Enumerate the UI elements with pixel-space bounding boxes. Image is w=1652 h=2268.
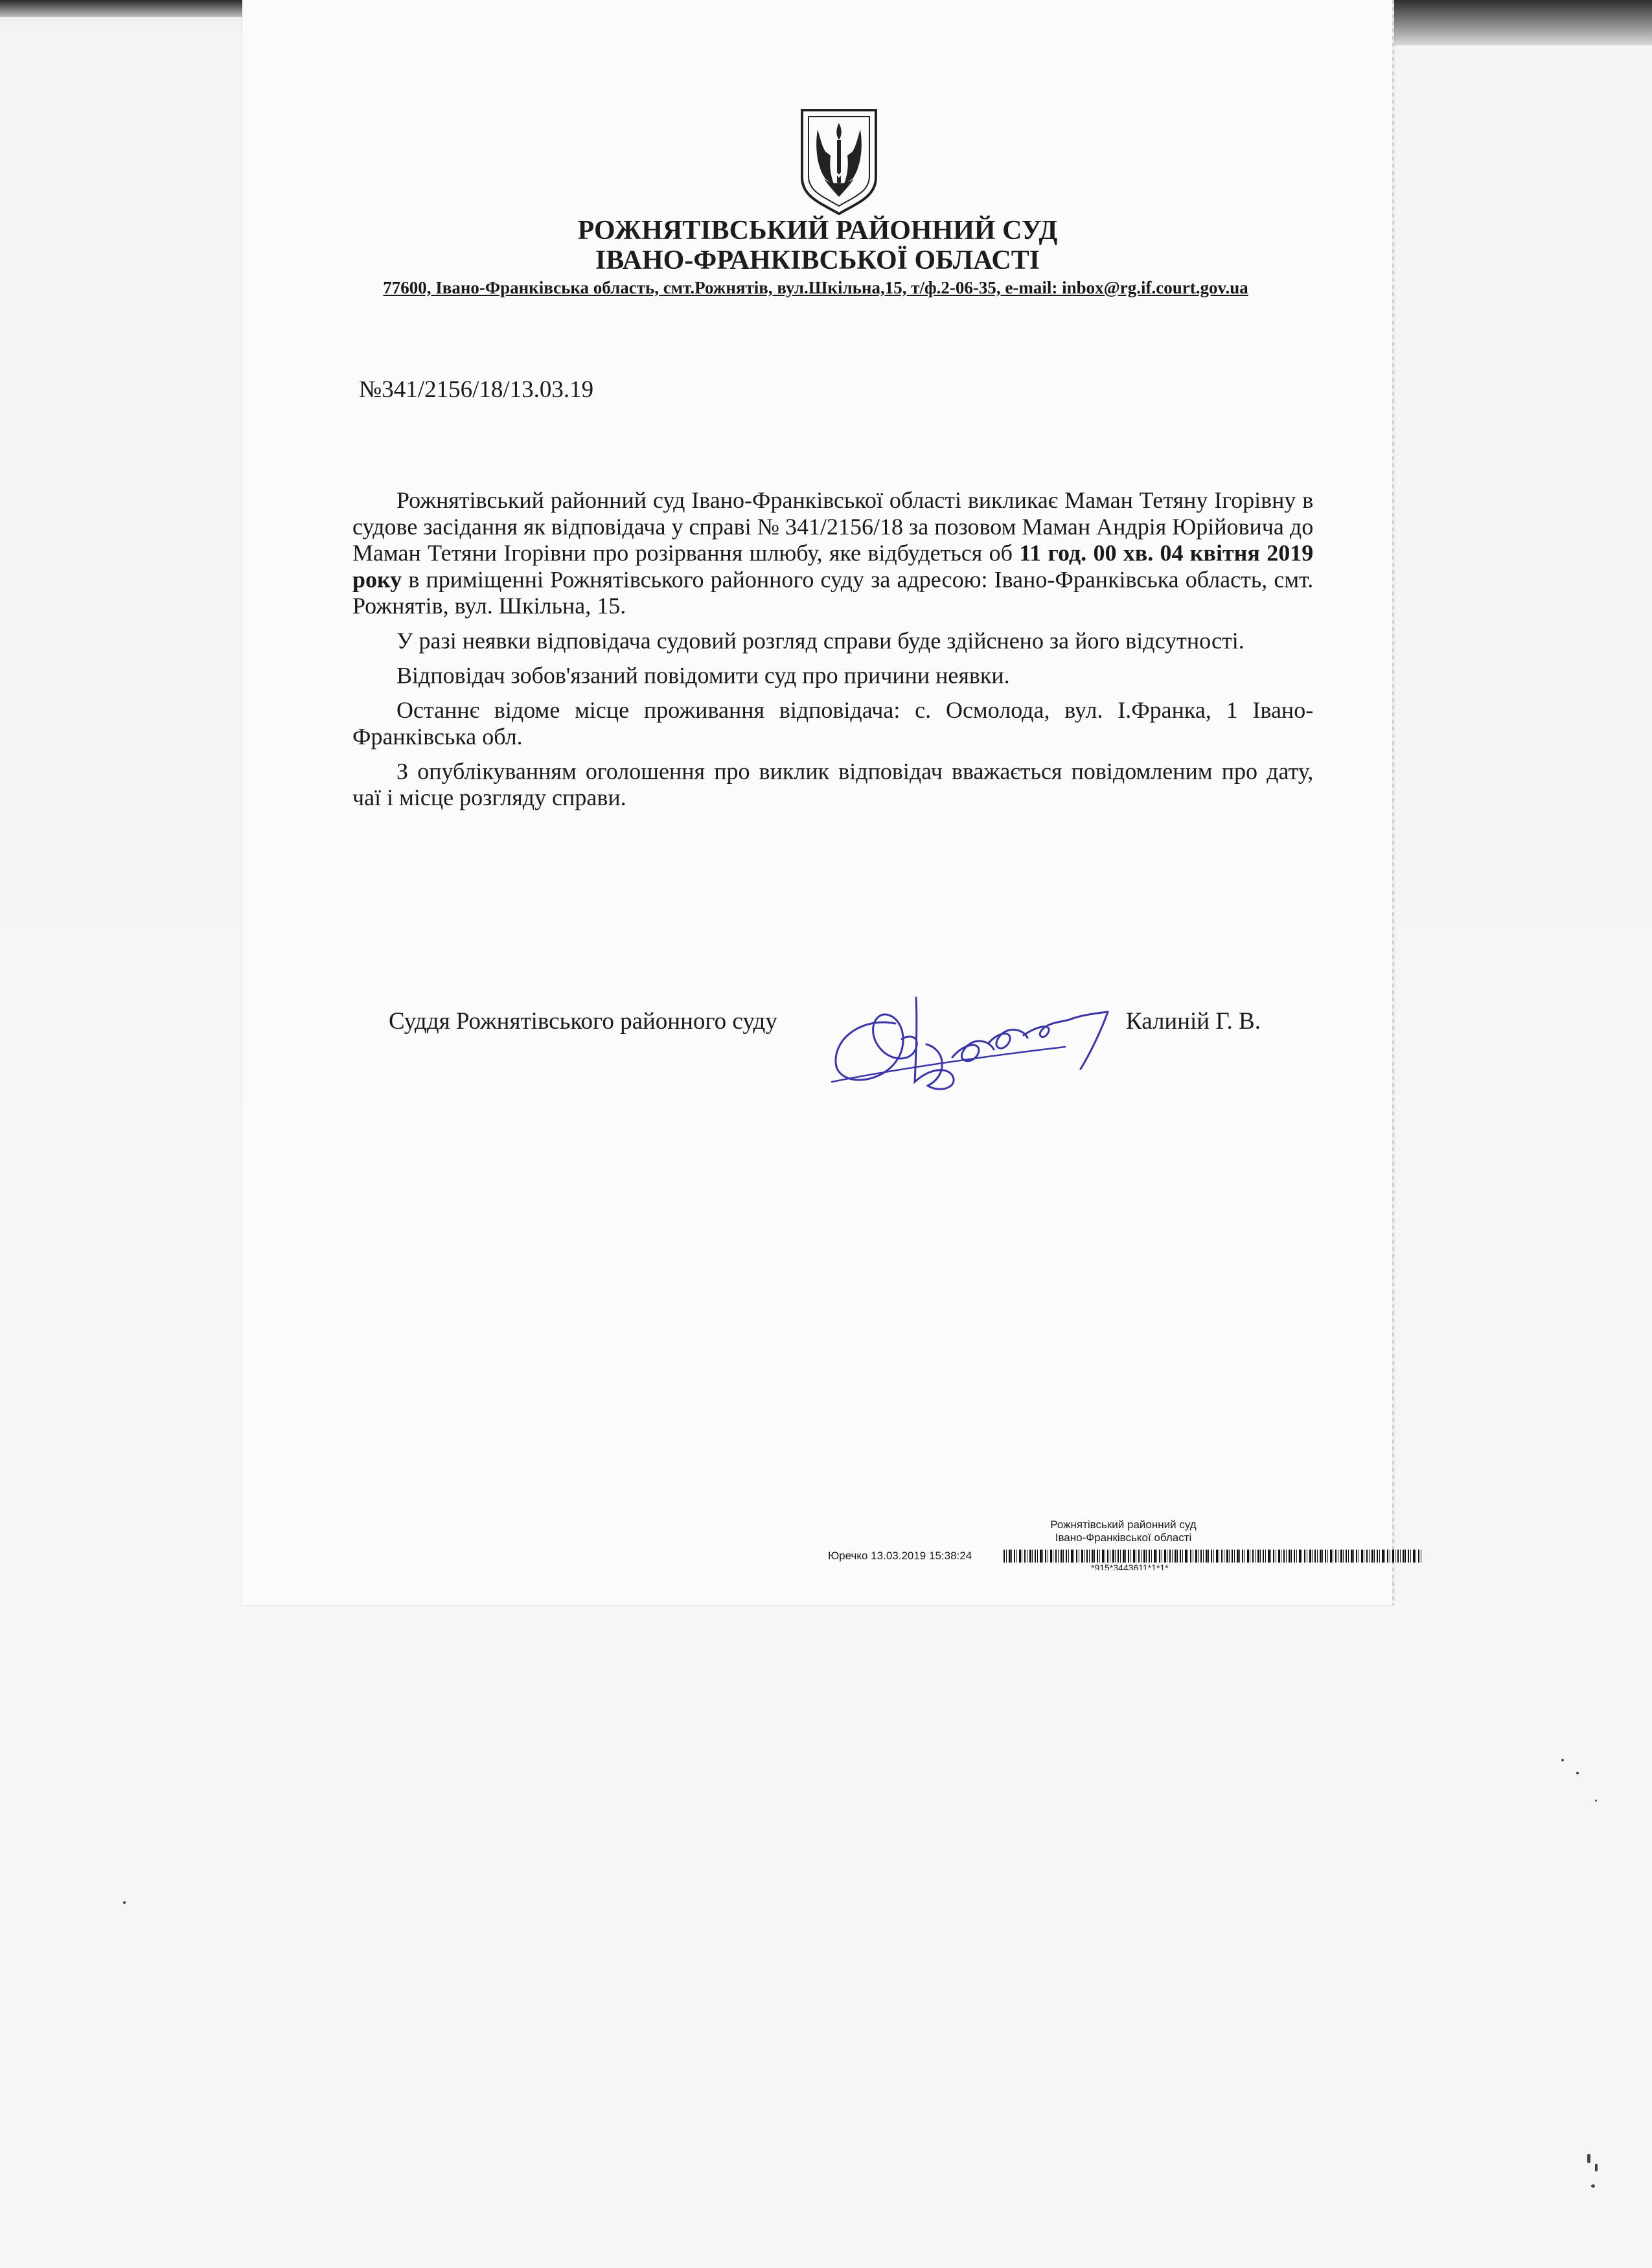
paragraph-absence: У разі неявки відповідача судовий розгляд справи буде здійснено за його відсутності. [396,627,1245,654]
scan-speck [1595,1800,1597,1802]
registration-court-line2: Івано-Франківської області [1055,1531,1192,1544]
document-page [242,0,1393,1605]
registration-clerk-timestamp: Юречко 13.03.2019 15:38:24 [828,1550,972,1562]
scan-speck [1595,2164,1598,2171]
judge-label: Суддя Рожнятівського районного суду [389,1008,777,1035]
registration-court-line1: Рожнятівський районний суд [1050,1518,1197,1531]
scan-speck [1576,1772,1579,1774]
paragraph-summons-part2: в приміщенні Рожнятівського районного суду за адресою: Івано-Франківська область, смт. Рожнятів, вул. Шкільна, 15. [352,566,1314,619]
court-name-line1: РОЖНЯТІВСЬКИЙ РАЙОННИЙ СУД [577,216,1058,246]
paragraph-summons [352,487,1313,619]
hearing-datetime: 11 год. 00 хв. 04 квітня 2019 року [352,540,1314,593]
judge-name: Калиній Г. В. [1126,1008,1261,1035]
paragraph-obligation: Відповідач зобов'язаний повідомити суд про причини неявки. [396,662,1010,689]
document-body [352,487,1313,819]
registration-barcode-text: *915*3443611*1*1* [1091,1563,1169,1570]
scan-speck [1561,1759,1564,1761]
document-number: №341/2156/18/13.03.19 [359,376,594,403]
paragraph-summons-part1: Рожнятівський районний суд Івано-Франківської області викликає Маман Тетяну Ігорівну в судове засідання як відповідача у справі № 341/2156/18 за позовом Маман Андрія Юрійовича до Маман Тетяни Ігорівни про розірвання шлюбу, яке відбудеться об [352,487,1314,566]
registration-court [987,1518,1259,1544]
scan-speck [123,1901,126,1904]
court-name-line2: ІВАНО-ФРАНКІВСЬКОЇ ОБЛАСТІ [595,246,1040,275]
handwritten-signature [819,972,1117,1101]
scan-top-right-shadow [1393,0,1652,45]
paragraph-last-address: Останнє відоме місце проживання відповідача: с. Осмолода, вул. І.Франка, 1 Івано-Франківська обл. [352,697,1314,750]
scan-speck [1591,2184,1595,2188]
ukraine-trident-emblem-icon [798,106,880,216]
scan-speck [1587,2154,1590,2163]
paragraph-publication: З опублікуванням оголошення про виклик відповідач вважається повідомленим про дату, чаї і місце розгляду справи. [352,758,1314,811]
court-address: 77600, Івано-Франківська область, смт.Рожнятів, вул.Шкільна,15, т/ф.2-06-35, e-mail: inbox@rg.if.court.gov.ua [383,278,1248,297]
registration-barcode [1004,1550,1422,1563]
